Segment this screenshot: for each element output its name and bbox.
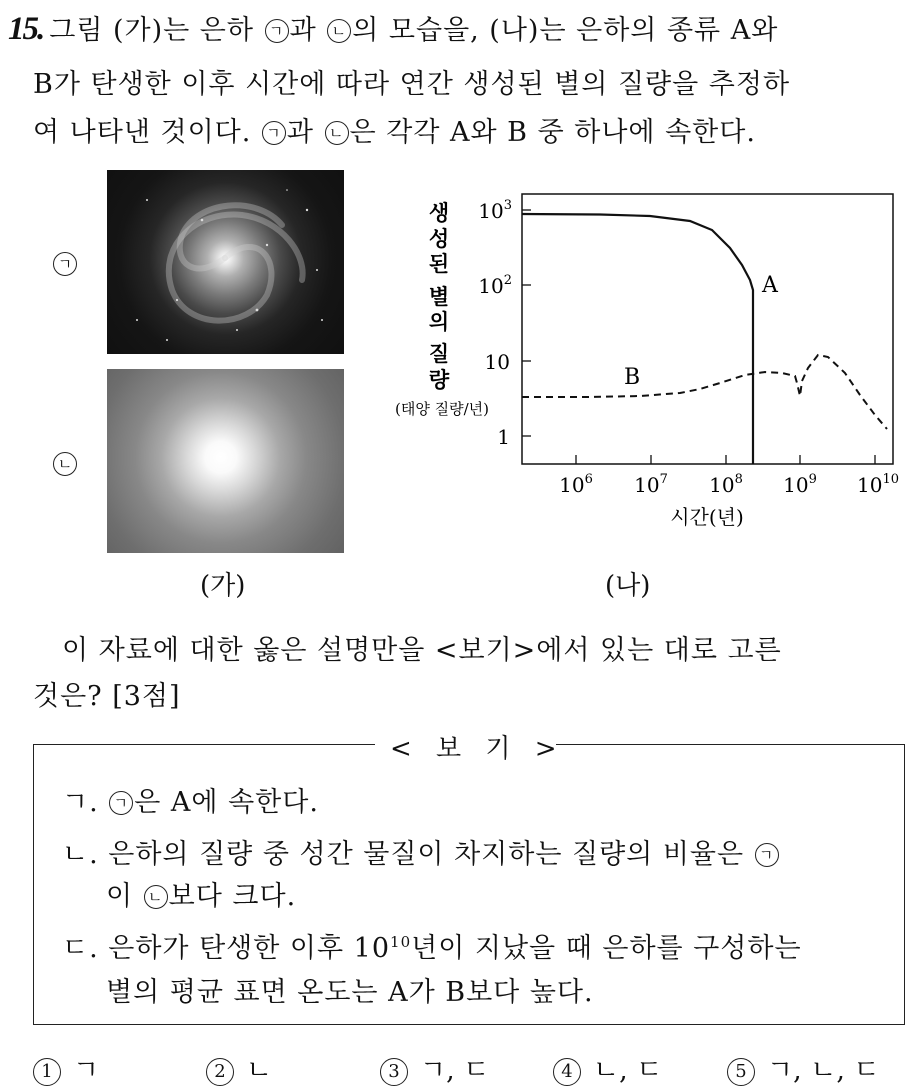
y-tick-100: $10^2$ [478, 273, 512, 298]
circled-giyeok: ㄱ [262, 121, 286, 145]
spiral-arms-overlay [107, 170, 344, 354]
figure-ga-caption: (가) [200, 571, 246, 601]
y-axis-label-char: 생 [428, 200, 450, 225]
bogi-item-giyeok: ㄱ. ㄱ 은 A에 속한다. [62, 787, 319, 818]
galaxy-2-label: ㄴ [52, 452, 78, 476]
series-a-line [522, 214, 753, 464]
circled-giyeok: ㄱ [265, 19, 289, 43]
choice-2[interactable]: 2 ㄴ [206, 1048, 272, 1087]
figure-na-caption: (나) [605, 571, 651, 601]
x-tick-1e6: $10^6$ [559, 472, 593, 497]
choice-4[interactable]: 4 ㄴ, ㄷ [553, 1048, 662, 1087]
bogi-item-nieun: ㄴ. 은하의 질량 중 성간 물질이 차지하는 질량의 비율은 ㄱ [62, 832, 780, 871]
series-b-line [522, 355, 887, 429]
y-tick-1: 1 [497, 425, 510, 449]
question-stem-line-1: 15. 그림 (가)는 은하 ㄱ 과 ㄴ 의 모습을, (나)는 은하의 종류 A와 [8, 11, 779, 47]
y-tick-10: 10 [484, 350, 510, 374]
choice-5[interactable]: 5 ㄱ, ㄴ, ㄷ [727, 1048, 880, 1087]
prompt-line-2: 것은? [3점] [33, 681, 181, 712]
choice-1[interactable]: 1 ㄱ [33, 1048, 99, 1087]
bogi-title: < 보 기 > [390, 734, 565, 764]
plot-frame [522, 194, 893, 464]
y-axis-label-char: 의 [428, 309, 450, 334]
x-tick-1e8: $10^8$ [709, 472, 743, 497]
x-tick-1e7: $10^7$ [634, 472, 668, 497]
x-axis-label: 시간(년) [670, 505, 744, 529]
bogi-item-digeut-cont: 별의 평균 표면 온도는 A가 B보다 높다. [106, 977, 594, 1008]
bogi-item-nieun-cont: 이 ㄴ 보다 크다. [106, 881, 297, 912]
choice-3[interactable]: 3 ㄱ, ㄷ [380, 1048, 489, 1087]
question-stem-line-3: 여 나타낸 것이다. ㄱ 과 ㄴ 은 각각 A와 B 중 하나에 속한다. [33, 117, 756, 148]
prompt-line-1: 이 자료에 대한 옳은 설명만을 <보기>에서 있는 대로 고른 [62, 635, 782, 666]
question-number: 15. [8, 11, 44, 47]
circled-giyeok: ㄱ [755, 843, 779, 867]
y-axis-label-char: 성 [428, 226, 450, 251]
y-axis-label-char: 량 [428, 367, 450, 392]
x-tick-1e10: $10^{10}$ [857, 472, 899, 497]
elliptical-galaxy-image [107, 369, 344, 553]
y-axis-label-char: 질 [428, 341, 450, 366]
series-b-label: B [624, 365, 641, 390]
y-axis-unit: (태양 질량/년) [395, 400, 489, 418]
series-a-label: A [762, 273, 778, 298]
y-axis-label-char: 된 [428, 251, 450, 276]
y-tick-1000: $10^3$ [478, 198, 512, 223]
star-formation-chart [370, 185, 916, 530]
spiral-galaxy-image [107, 170, 344, 354]
galaxy-1-label: ㄱ [52, 252, 78, 276]
circled-nieun: ㄴ [327, 19, 351, 43]
circled-nieun: ㄴ [144, 885, 168, 909]
circled-nieun: ㄴ [325, 121, 349, 145]
x-tick-1e9: $10^9$ [783, 472, 817, 497]
question-stem-line-2: B가 탄생한 이후 시간에 따라 연간 생성된 별의 질량을 추정하 [33, 69, 791, 100]
circled-giyeok: ㄱ [109, 791, 133, 815]
y-axis-label-char: 별 [428, 284, 450, 309]
bogi-item-digeut: ㄷ. 은하가 탄생한 이후 $10^{10}$년이 지났을 때 은하를 구성하는 [62, 933, 802, 964]
